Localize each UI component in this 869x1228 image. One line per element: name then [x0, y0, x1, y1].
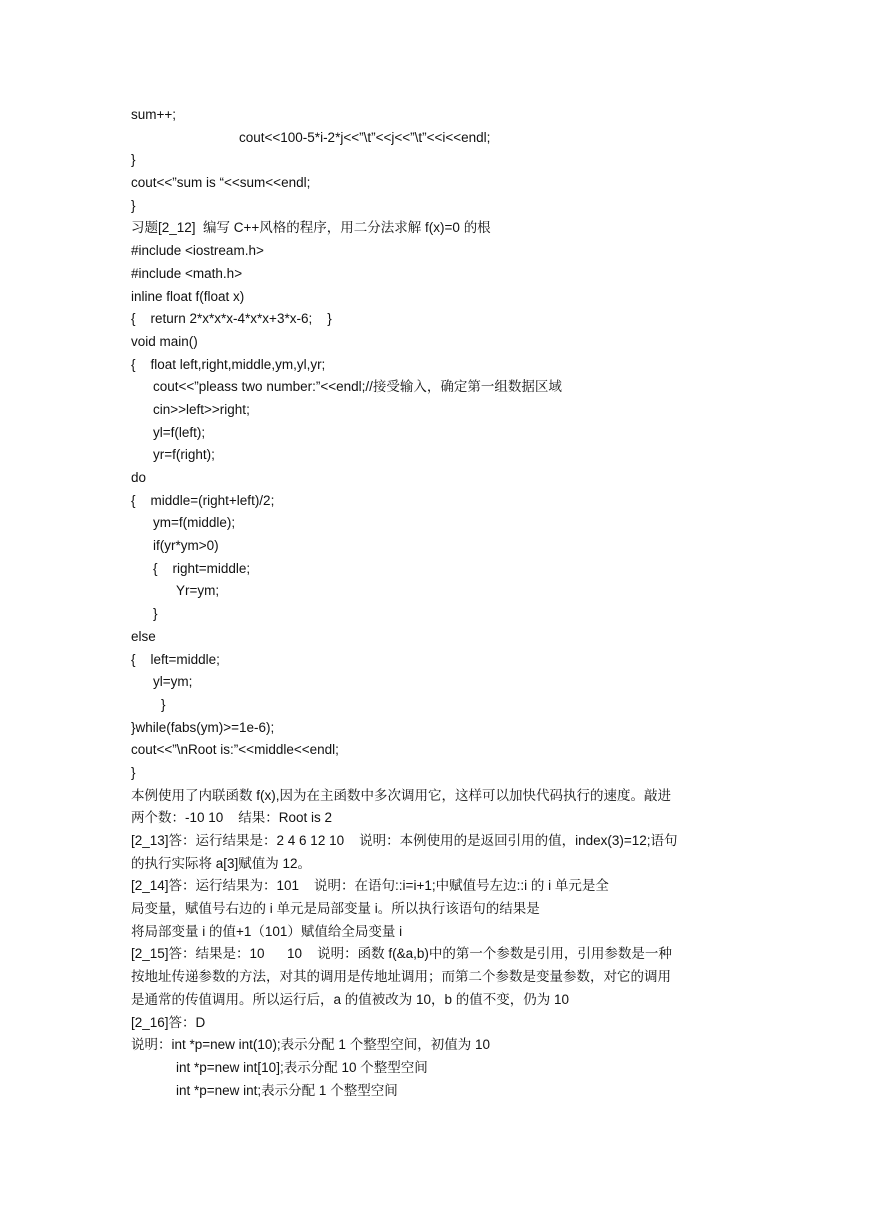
code-line: yl=ym; — [153, 674, 193, 690]
code-line: cout<<100-5*i-2*j<<”\t”<<j<<”\t”<<i<<endl; — [239, 129, 491, 145]
paragraph-line: 是通常的传值调用。所以运行后，a 的值被改为 10，b 的值不变，仍为 10 — [131, 991, 570, 1007]
answer-line: [2_16]答：D — [131, 1014, 206, 1030]
code-line: sum++; — [131, 107, 177, 122]
paragraph-line: 将局部变量 i 的值+1（101）赋值给全局变量 i — [131, 923, 403, 939]
code-line: { return 2*x*x*x-4*x*x+3*x-6; } — [131, 311, 332, 327]
code-line: { middle=(right+left)/2; — [131, 492, 275, 508]
code-line: else — [131, 628, 156, 644]
code-line: inline float f(float x) — [131, 288, 245, 304]
code-line: Yr=ym; — [176, 583, 220, 599]
code-line: } — [131, 197, 136, 213]
explanation-line: int *p=new int[10];表示分配 10 个整型空间 — [176, 1059, 428, 1075]
code-line: } — [153, 606, 158, 622]
code-line: cin>>left>>right; — [153, 401, 250, 417]
answer-line: [2_14]答：运行结果为：101 说明：在语句::i=i+1;中赋值号左边::i 的 i 单元是全 — [131, 878, 609, 894]
code-line: } — [131, 764, 136, 780]
paragraph-line: 局变量，赋值号右边的 i 单元是局部变量 i。所以执行该语句的结果是 — [131, 901, 540, 917]
code-line: { left=middle; — [131, 651, 220, 667]
code-line: do — [131, 470, 147, 485]
answer-line: [2_15]答：结果是：10 10 说明：函数 f(&a,b)中的第一个参数是引用，引用参数是一种 — [131, 946, 672, 962]
code-line: { float left,right,middle,ym,yl,yr; — [131, 356, 326, 372]
document-page — [131, 104, 741, 1102]
code-line: #include <math.h> — [131, 265, 243, 281]
code-line: void main() — [131, 333, 198, 349]
code-line: cout<<”\nRoot is:”<<middle<<endl; — [131, 742, 339, 758]
exercise-heading: 习题[2_12] 编写 C++风格的程序，用二分法求解 f(x)=0 的根 — [131, 220, 491, 236]
code-line: yl=f(left); — [153, 424, 206, 440]
code-line: { right=middle; — [153, 560, 251, 576]
code-line: }while(fabs(ym)>=1e-6); — [131, 719, 275, 735]
code-line: cout<<”pleass two number:”<<endl;//接受输入，确定第一组数据区域 — [153, 379, 562, 395]
code-line: yr=f(right); — [153, 447, 215, 463]
explanation-line: int *p=new int;表示分配 1 个整型空间 — [176, 1082, 398, 1098]
answer-line: [2_13]答：运行结果是：2 4 6 12 10 说明：本例使用的是返回引用的值，index(3)=12;语句 — [131, 833, 678, 848]
paragraph-line: 的执行实际将 a[3]赋值为 12。 — [131, 855, 312, 871]
code-line: ym=f(middle); — [153, 515, 236, 531]
paragraph-line: 两个数：-10 10 结果：Root is 2 — [131, 810, 333, 826]
paragraph-line: 本例使用了内联函数 f(x),因为在主函数中多次调用它，这样可以加快代码执行的速度。敲进 — [131, 787, 671, 803]
code-line: if(yr*ym>0) — [153, 538, 219, 554]
code-line: } — [131, 152, 136, 168]
code-line: #include <iostream.h> — [131, 243, 264, 259]
code-line: cout<<”sum is “<<sum<<endl; — [131, 175, 311, 191]
code-line: } — [161, 696, 166, 712]
explanation-line: 说明：int *p=new int(10);表示分配 1 个整型空间，初值为 10 — [131, 1037, 490, 1053]
paragraph-line: 按地址传递参数的方法，对其的调用是传地址调用；而第二个参数是变量参数，对它的调用 — [131, 969, 671, 985]
